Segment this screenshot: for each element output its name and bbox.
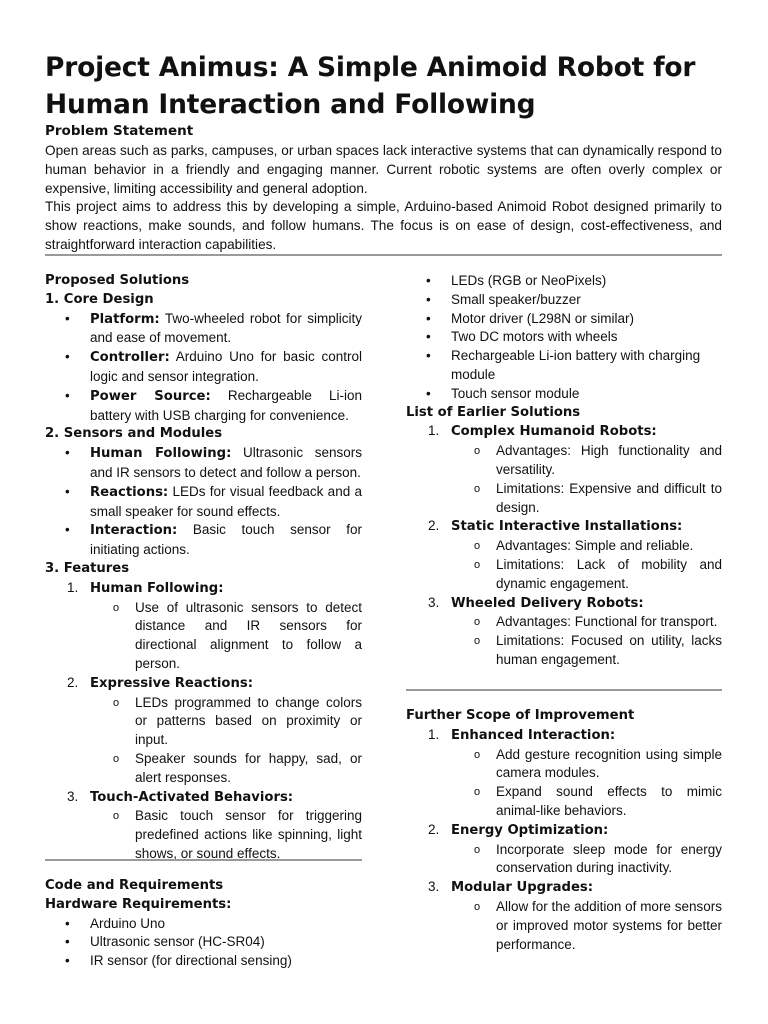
- list-item: • Platform: Two-wheeled robot for simplicity and ease of movement.: [45, 310, 362, 349]
- sub-list-item: o Incorporate sleep mode for energy conservation during inactivity.: [406, 841, 722, 879]
- list-item: 1. Enhanced Interaction:: [428, 726, 616, 743]
- list-item: 2. Static Interactive Installations:: [428, 518, 683, 535]
- list-item: • Reactions: LEDs for visual feedback and a small speaker for sound effects.: [45, 483, 362, 522]
- list-item: • Arduino Uno: [45, 915, 362, 934]
- sub-list-item: o Limitations: Lack of mobility and dynamic engagement.: [406, 556, 722, 594]
- problem-statement-body: [45, 142, 722, 255]
- left-column: [45, 272, 362, 864]
- list-item: • Small speaker/buzzer: [406, 291, 722, 310]
- sub-list-item: o Limitations: Focused on utility, lacks human engagement.: [406, 632, 722, 670]
- list-item: • Touch sensor module: [406, 385, 722, 404]
- list-item: • IR sensor (for directional sensing): [45, 952, 362, 971]
- list-item: • Power Source: Rechargeable Li-ion battery with USB charging for convenience.: [45, 387, 362, 426]
- further-scope-list: [406, 726, 722, 955]
- sub-list-item: o Advantages: Simple and reliable.: [406, 537, 722, 556]
- sub-list-item: o Allow for the addition of more sensors or improved motor systems for better performance.: [406, 898, 722, 954]
- sub-list-item: o Limitations: Expensive and difficult to design.: [406, 480, 722, 518]
- problem-statement-heading: Problem Statement: [45, 123, 194, 139]
- list-item: • LEDs (RGB or NeoPixels): [406, 272, 722, 291]
- problem-paragraph-2: This project aims to address this by developing a simple, Arduino-based Animoid Robot designed primarily to show reactions, make sounds, and follow humans. The focus is on ease of design, cost-effectiveness, and straightforward interaction capabilities.: [45, 199, 722, 252]
- list-item: • Controller: Arduino Uno for basic control logic and sensor integration.: [45, 348, 362, 387]
- list-item: 2. Expressive Reactions:: [67, 674, 253, 691]
- sub-list-item: o LEDs programmed to change colors or patterns based on proximity or input.: [45, 694, 362, 750]
- code-requirements-section: [45, 877, 362, 971]
- list-item: 1. Human Following:: [67, 579, 224, 596]
- core-design-heading: 1. Core Design: [45, 291, 154, 307]
- sensors-modules-heading: 2. Sensors and Modules: [45, 426, 223, 442]
- sub-list-item: o Advantages: High functionality and versatility.: [406, 442, 722, 480]
- list-item: 1. Complex Humanoid Robots:: [428, 423, 657, 440]
- code-requirements-heading: Code and Requirements: [45, 878, 224, 893]
- list-item: • Human Following: Ultrasonic sensors and IR sensors to detect and follow a person.: [45, 444, 362, 483]
- list-item: • Rechargeable Li-ion battery with charging module: [406, 347, 722, 385]
- sub-list-item: o Basic touch sensor for triggering predefined actions like spinning, light shows, or sound effects.: [45, 807, 362, 863]
- further-scope-heading: Further Scope of Improvement: [406, 708, 635, 723]
- list-item: 3. Touch-Activated Behaviors:: [67, 788, 294, 805]
- list-item: • Interaction: Basic touch sensor for initiating actions.: [45, 521, 362, 560]
- list-item: • Two DC motors with wheels: [406, 328, 722, 347]
- section-divider: [45, 254, 722, 256]
- sub-list-item: o Advantages: Functional for transport.: [406, 613, 722, 632]
- problem-paragraph-1: Open areas such as parks, campuses, or urban spaces lack interactive systems that can dynamically respond to human behavior in a friendly and engaging manner. Current robotic systems are often overly complex or expensive, limiting accessibility and general adoption.: [45, 143, 722, 196]
- features-heading: 3. Features: [45, 560, 130, 576]
- list-item: 3. Modular Upgrades:: [428, 879, 594, 896]
- right-column: [406, 272, 722, 670]
- sub-list-item: o Add gesture recognition using simple camera modules.: [406, 746, 722, 784]
- earlier-solutions-list: [406, 422, 722, 669]
- sub-list-item: o Use of ultrasonic sensors to detect distance and IR sensors for directional alignment to follow a person.: [45, 599, 362, 674]
- list-item: 2. Energy Optimization:: [428, 821, 609, 838]
- further-scope-section: [406, 707, 722, 954]
- list-item: • Ultrasonic sensor (HC-SR04): [45, 933, 362, 952]
- document-title: Project Animus: A Simple Animoid Robot for Human Interaction and Following: [45, 52, 696, 120]
- hardware-requirements-heading: Hardware Requirements:: [45, 896, 232, 912]
- section-divider: [406, 689, 722, 691]
- hardware-list-continued: [406, 272, 722, 404]
- core-design-list: [45, 310, 362, 426]
- sub-list-item: o Expand sound effects to mimic animal-like behaviors.: [406, 783, 722, 821]
- proposed-solutions-heading: Proposed Solutions: [45, 273, 190, 288]
- list-item: 3. Wheeled Delivery Robots:: [428, 594, 644, 611]
- list-item: • Motor driver (L298N or similar): [406, 310, 722, 329]
- earlier-solutions-heading: List of Earlier Solutions: [406, 404, 581, 420]
- sub-list-item: o Speaker sounds for happy, sad, or alert responses.: [45, 750, 362, 788]
- hardware-list: [45, 915, 362, 971]
- section-divider: [45, 859, 362, 861]
- features-list: [45, 579, 362, 864]
- sensors-list: [45, 444, 362, 560]
